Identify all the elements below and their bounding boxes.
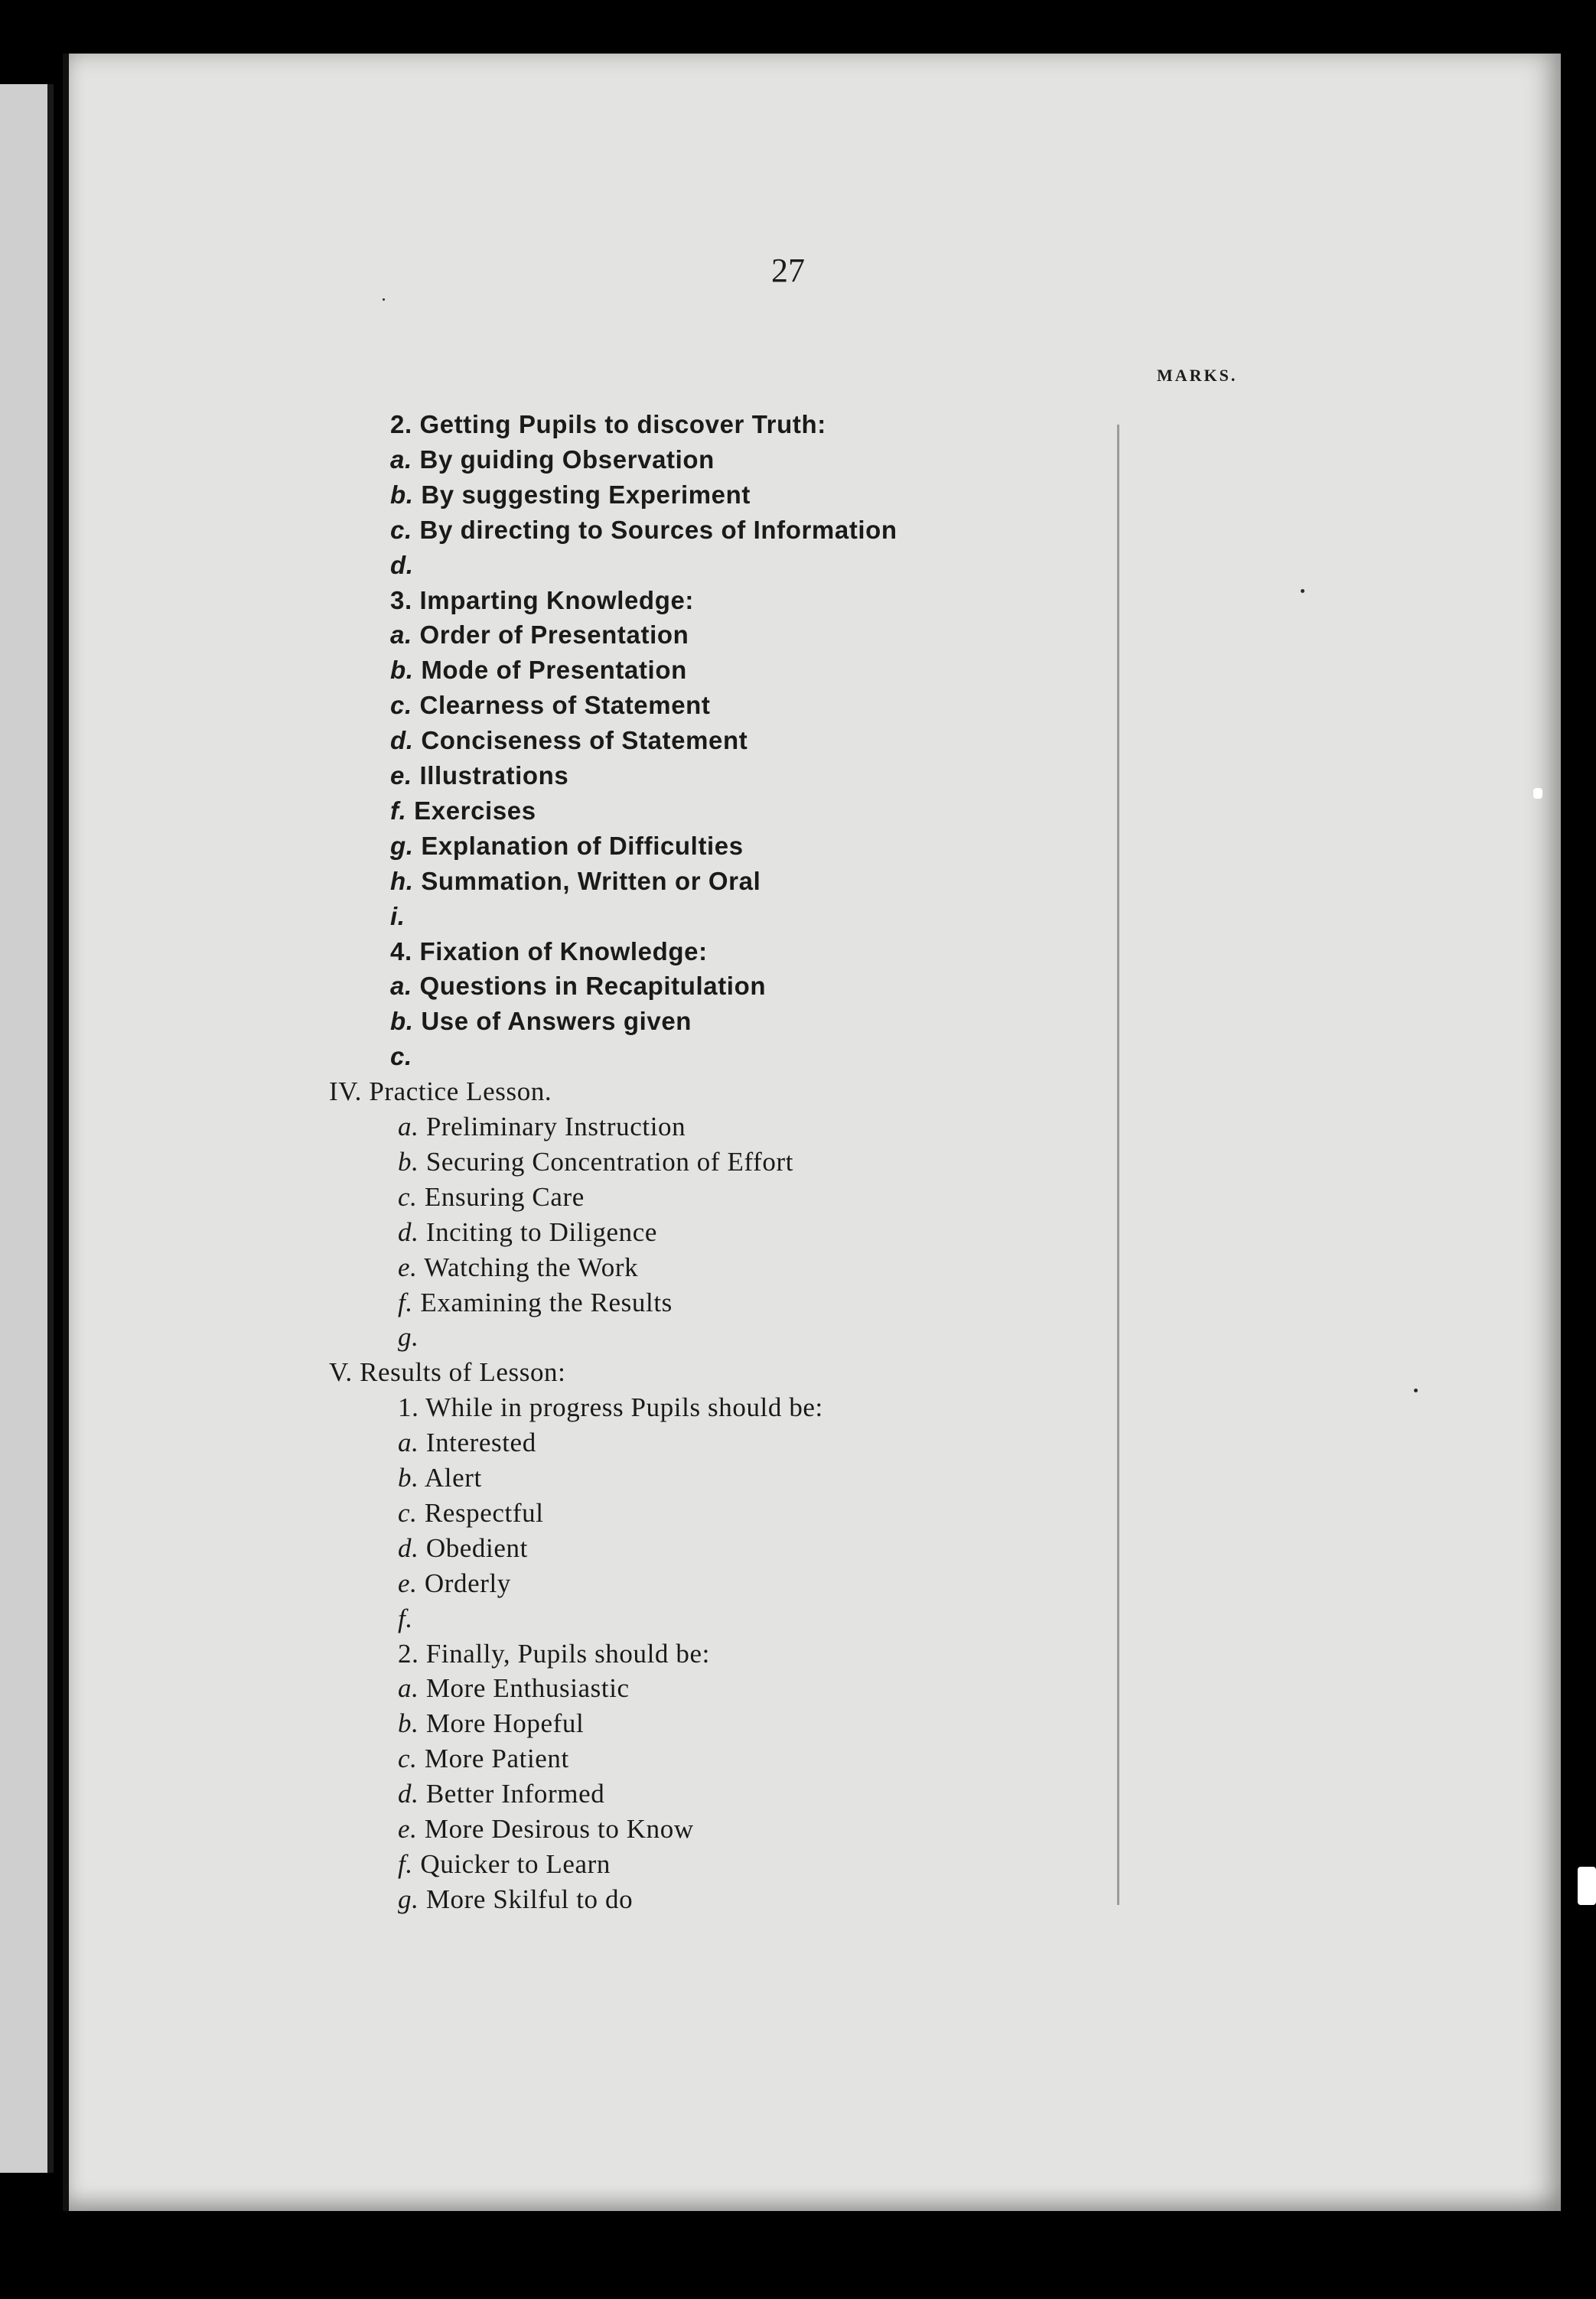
scan-speck — [1414, 1389, 1418, 1392]
outline-sub-item — [398, 1568, 511, 1599]
item-text: 2. Finally, Pupils should be: — [398, 1639, 710, 1669]
outline-heading — [390, 409, 826, 440]
item-text: Illustrations — [419, 761, 569, 790]
item-text: V. Results of Lesson: — [329, 1357, 566, 1387]
item-text: Securing Concentration of Effort — [425, 1147, 794, 1177]
item-letter: d. — [390, 551, 414, 579]
outline-sub-item — [390, 550, 414, 581]
outline-sub-item — [398, 1779, 604, 1809]
item-text: More Patient — [424, 1744, 569, 1773]
outline-sub-item — [398, 1849, 611, 1880]
item-letter: d. — [390, 726, 414, 754]
item-letter: c. — [390, 1042, 412, 1070]
facing-page-edge — [0, 84, 54, 2173]
item-letter: f. — [398, 1288, 413, 1317]
outline-sub-item — [390, 444, 715, 475]
outline-sub-item — [398, 1112, 686, 1142]
item-letter: c. — [398, 1744, 418, 1773]
item-letter: f. — [390, 796, 407, 825]
item-text: Questions in Recapitulation — [419, 972, 767, 1000]
item-text: Explanation of Difficulties — [421, 832, 744, 860]
outline-sub-item — [390, 796, 536, 826]
outline-sub-item — [398, 1744, 569, 1774]
marks-column-rule — [1117, 425, 1119, 1905]
item-letter: g. — [398, 1884, 419, 1914]
item-letter: i. — [390, 902, 406, 930]
outline-sub-item — [398, 1533, 528, 1564]
item-text: IV. Practice Lesson. — [329, 1076, 552, 1106]
item-letter: b. — [398, 1147, 419, 1177]
scan-speck — [383, 298, 385, 301]
outline-sub-item — [398, 1288, 673, 1318]
item-text: Quicker to Learn — [420, 1849, 611, 1879]
item-letter: c. — [390, 691, 412, 719]
scan-artifact — [1578, 1867, 1596, 1905]
item-text: Examining the Results — [420, 1288, 673, 1317]
item-letter: h. — [390, 867, 414, 895]
item-text: More Skilful to do — [425, 1884, 634, 1914]
document-page — [63, 54, 1561, 2211]
item-text: Exercises — [414, 796, 536, 825]
outline-sub-item — [398, 1252, 638, 1283]
item-text: Summation, Written or Oral — [421, 867, 761, 895]
item-letter: e. — [398, 1568, 418, 1598]
item-letter: a. — [398, 1428, 419, 1457]
outline-sub-item — [390, 1006, 692, 1037]
outline-sub-item — [398, 1604, 413, 1634]
item-text: Inciting to Diligence — [425, 1217, 658, 1247]
outline-sub-item — [398, 1708, 584, 1739]
item-letter: b. — [390, 1007, 414, 1035]
outline-sub-item — [390, 831, 744, 861]
scan-artifact — [1533, 788, 1542, 799]
item-letter: f. — [398, 1849, 413, 1879]
item-text: 1. While in progress Pupils should be: — [398, 1392, 823, 1422]
item-letter: d. — [398, 1779, 419, 1809]
outline-sub-item — [390, 760, 568, 791]
outline-sub-item — [398, 1884, 633, 1915]
item-letter: b. — [398, 1708, 419, 1738]
item-text: Use of Answers given — [421, 1007, 692, 1035]
outline-sub-item — [398, 1428, 536, 1458]
outline-sub-item — [398, 1147, 793, 1177]
scan-speck — [1301, 589, 1304, 593]
outline-sub-item — [398, 1217, 657, 1248]
outline-sub-item — [390, 1041, 412, 1072]
outline-sub-item — [390, 901, 406, 932]
item-text: Orderly — [424, 1568, 511, 1598]
item-letter: d. — [398, 1533, 419, 1563]
item-text: Watching the Work — [424, 1252, 639, 1282]
outline-heading — [398, 1639, 710, 1669]
outline-sub-item — [390, 480, 751, 510]
item-letter: g. — [398, 1322, 419, 1352]
item-letter: a. — [390, 620, 412, 649]
item-text: 4. Fixation of Knowledge: — [390, 937, 708, 966]
outline-sub-item — [390, 690, 711, 721]
item-text: Clearness of Statement — [419, 691, 711, 719]
item-text: Preliminary Instruction — [425, 1112, 686, 1141]
item-text: 3. Imparting Knowledge: — [390, 586, 694, 614]
outline-heading — [329, 1357, 565, 1388]
item-text: More Hopeful — [425, 1708, 585, 1738]
outline-sub-item — [390, 971, 766, 1001]
outline-sub-item — [398, 1498, 544, 1529]
item-letter: c. — [398, 1498, 418, 1528]
outline-heading — [390, 936, 708, 967]
outline-sub-item — [398, 1322, 419, 1353]
outline-sub-item — [398, 1673, 630, 1704]
item-letter: a. — [390, 972, 412, 1000]
outline-heading — [329, 1076, 552, 1107]
outline-sub-item — [398, 1182, 585, 1213]
item-text: Alert — [424, 1463, 482, 1493]
outline-sub-item — [398, 1463, 482, 1493]
item-text: By suggesting Experiment — [421, 480, 751, 509]
item-letter: b. — [398, 1463, 419, 1493]
item-letter: e. — [398, 1814, 418, 1844]
item-letter: f. — [398, 1604, 413, 1633]
item-text: Mode of Presentation — [421, 656, 687, 684]
item-letter: g. — [390, 832, 414, 860]
item-letter: b. — [390, 656, 414, 684]
outline-heading — [390, 585, 694, 616]
item-letter: c. — [390, 516, 412, 544]
item-letter: d. — [398, 1217, 419, 1247]
item-text: 2. Getting Pupils to discover Truth: — [390, 410, 826, 438]
outline-sub-item — [390, 515, 897, 545]
item-text: Respectful — [424, 1498, 544, 1528]
item-letter: a. — [398, 1673, 419, 1703]
item-letter: e. — [398, 1252, 418, 1282]
item-text: More Enthusiastic — [425, 1673, 630, 1703]
outline-sub-item — [390, 725, 748, 756]
item-text: Ensuring Care — [424, 1182, 585, 1212]
outline-sub-item — [390, 866, 761, 897]
item-letter: b. — [390, 480, 414, 509]
item-text: Obedient — [425, 1533, 528, 1563]
item-text: Better Informed — [425, 1779, 605, 1809]
page-number: 27 — [771, 252, 805, 289]
outline-heading — [398, 1392, 823, 1423]
outline-sub-item — [390, 655, 687, 685]
item-text: Order of Presentation — [419, 620, 689, 649]
item-text: More Desirous to Know — [424, 1814, 694, 1844]
item-letter: a. — [390, 445, 412, 474]
outline-sub-item — [398, 1814, 694, 1845]
item-text: By guiding Observation — [419, 445, 715, 474]
item-text: Interested — [425, 1428, 536, 1457]
item-letter: a. — [398, 1112, 419, 1141]
marks-column-heading: MARKS. — [1157, 366, 1238, 385]
item-letter: e. — [390, 761, 412, 790]
outline-sub-item — [390, 620, 689, 650]
item-text: Conciseness of Statement — [421, 726, 748, 754]
item-text: By directing to Sources of Information — [419, 516, 897, 544]
item-letter: c. — [398, 1182, 418, 1212]
